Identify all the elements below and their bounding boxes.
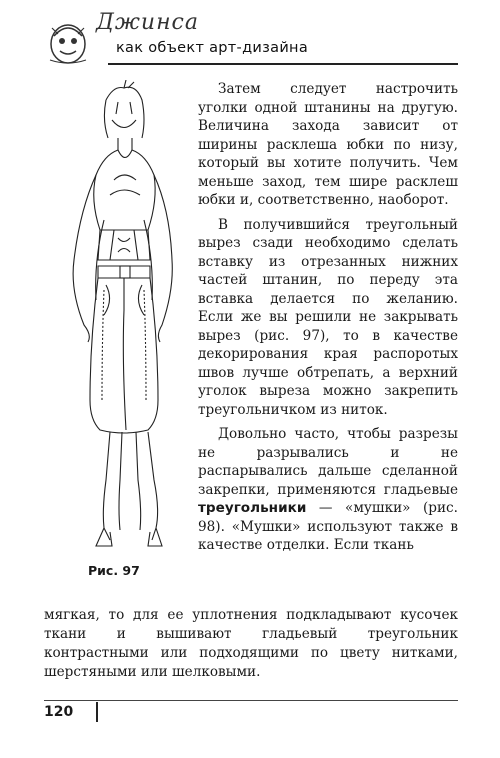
paragraph-3	[198, 425, 458, 555]
paragraph-3-continuation: мягкая, то для ее уплотнения подкладывают кусочек ткани и вышивают гладьевый треугольник контрастными или подходящими по цвету нитками, шерстяными или шелковыми.	[44, 607, 458, 680]
series-title: Джинса	[96, 10, 199, 35]
dress-illustration	[44, 80, 204, 550]
page-number: 120	[44, 704, 74, 720]
footer-tick	[96, 702, 98, 722]
paragraph-2: В получившийся треугольный вырез сзади необходимо сделать вставку из отрезанных нижних частей штанин, по переду эта вставка делается по желанию. Если же вы решили не закрывать вырез (рис. 97), то в качестве декорирования края распоротых швов лучше обтрепать, а верхний уголок выреза можно закрепить треугольничком из ниток.	[198, 216, 458, 418]
page-header	[0, 0, 500, 70]
paragraph-3-mid: — «мушки» (рис. 98). «Мушки» используют также в качестве отделки. Если ткань	[198, 500, 458, 553]
footer-rule	[44, 700, 458, 701]
bold-term: треугольники	[198, 500, 307, 516]
book-subtitle: как объект арт-дизайна	[116, 40, 309, 56]
figure-caption: Рис. 97	[88, 563, 140, 578]
header-rule	[108, 63, 458, 65]
body-text-column	[198, 80, 458, 561]
mascot-logo-icon	[40, 14, 98, 66]
paragraph-3-start: Довольно часто, чтобы разрезы не разрывались и не распарывались дальше сделанной закрепки, применяются гладьевые	[198, 426, 458, 498]
paragraph-1: Затем следует настрочить уголки одной штанины на другую. Величина захода зависит от ширины расклеша юбки по низу, который вы хотите получить. Чем меньше заход, тем шире расклеш юбки и, соответственно, наоборот.	[198, 81, 458, 208]
